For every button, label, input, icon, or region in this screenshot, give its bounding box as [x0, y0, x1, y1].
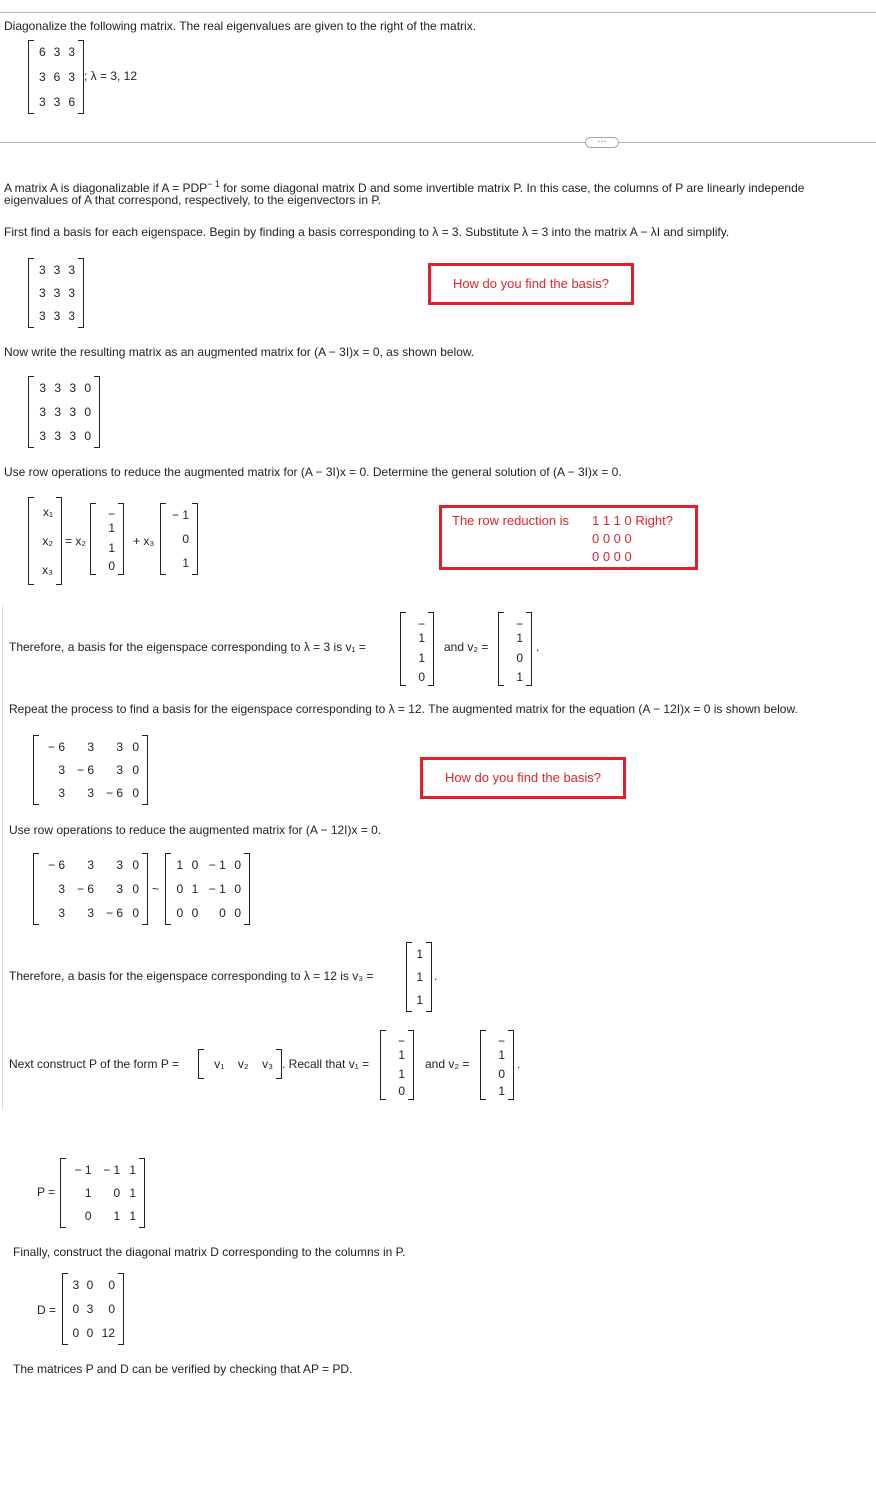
matrix-cell: 0: [113, 1185, 121, 1200]
matrix-cell: 1: [113, 1209, 121, 1224]
matrix-cell: x₁: [42, 504, 53, 519]
basis3-text: Therefore, a basis for the eigenspace corresponding to λ = 3 is v₁ =: [9, 640, 366, 654]
matrix-cell: − 1: [208, 882, 226, 896]
vector-v3: [406, 942, 432, 1012]
matrix-cell: 0: [234, 906, 241, 920]
matrix-cell: 0: [72, 1326, 80, 1340]
matrix-a: [28, 40, 84, 114]
matrix-cell: 3: [39, 405, 46, 419]
period: .: [517, 1057, 521, 1071]
matrix-cell: − 1: [497, 1033, 505, 1062]
matrix-row: [171, 853, 244, 877]
matrix-row: [68, 1273, 118, 1297]
matrix-row: [166, 527, 192, 551]
matrix-p: [60, 1158, 145, 1228]
eq-x3: + x₃: [133, 534, 155, 548]
step7-text: Finally, construct the diagonal matrix D corresponding to the columns in P.: [13, 1245, 406, 1259]
divider: [0, 12, 876, 13]
matrix-cell: 3: [53, 45, 61, 60]
right-bracket: [118, 1273, 124, 1345]
matrix-row: [412, 965, 426, 988]
note-row: 0 0 0 0: [592, 549, 632, 564]
step3-text: Use row operations to reduce the augmented matrix for (A − 3I)x = 0. Determine the general solution of (A − 3I)x = 0.: [4, 465, 622, 479]
def-sup: − 1: [207, 179, 220, 189]
and-v2: and v₂ =: [425, 1057, 470, 1071]
annotation-box: How do you find the basis?: [420, 757, 626, 799]
matrix-d: [62, 1273, 124, 1345]
matrix-cell: 3: [87, 786, 94, 801]
matrix-cell: − 6: [47, 739, 65, 754]
intro-text: Diagonalize the following matrix. The real eigenvalues are given to the right of the matrix.: [4, 19, 477, 33]
matrix-cell: 3: [38, 309, 46, 324]
eq-x2: = x₂: [65, 534, 86, 548]
def-part: for some diagonal matrix D and some invertible matrix P. In this case, the columns of P are linearly independe: [219, 181, 805, 195]
matrix-cell: 3: [69, 429, 76, 443]
matrix-cell: x₂: [42, 533, 53, 548]
matrix-cell: 0: [132, 858, 139, 872]
matrix-row: [412, 989, 426, 1012]
matrix-cell: 3: [72, 1278, 80, 1292]
matrix-row: [504, 668, 526, 687]
eigenvalues-text: ; λ = 3, 12: [84, 69, 138, 83]
matrix-row: [171, 877, 244, 901]
matrix-row: [386, 1083, 408, 1101]
vector-v2-recall: [480, 1030, 514, 1100]
matrix-cell: 0: [234, 858, 241, 872]
matrix-cell: 0: [418, 669, 425, 684]
matrix-cell: 0: [108, 559, 115, 573]
matrix-cell: 3: [116, 882, 123, 896]
matrix-cell: v₁: [214, 1057, 225, 1071]
augmented-matrix-12-copy: [33, 853, 148, 925]
step6-text: Next construct P of the form P =: [9, 1057, 179, 1071]
def-part: A matrix A is diagonalizable if A = PDP: [4, 181, 208, 195]
matrix-cell: 3: [53, 285, 61, 300]
step5-text: Use row operations to reduce the augmented matrix for (A − 12I)x = 0.: [9, 823, 382, 837]
section-border: [2, 605, 3, 1110]
matrix-row: [96, 503, 118, 539]
right-bracket: [526, 612, 532, 686]
period: .: [434, 969, 438, 983]
matrix-cell: 1: [416, 993, 423, 1008]
matrix-cell: − 6: [105, 906, 123, 920]
matrix-cell: 0: [234, 882, 241, 896]
d-label: D =: [37, 1303, 57, 1317]
definition-text-2: eigenvalues of A that correspond, respectively, to the eigenvectors in P.: [4, 193, 382, 207]
matrix-row: [386, 1065, 408, 1083]
matrix-cell: 3: [39, 429, 46, 443]
matrix-row: [504, 612, 526, 649]
matrix-row: [386, 1030, 408, 1065]
matrix-cell: 1: [398, 1066, 405, 1081]
matrix-cell: 3: [68, 45, 75, 60]
matrix-cell: 0: [132, 762, 139, 777]
matrix-cell: 0: [191, 906, 199, 920]
note-row: 1 1 1 0 Right?: [592, 513, 673, 528]
matrix-cell: 3: [39, 381, 46, 395]
augmented-matrix-12: [33, 735, 148, 805]
final-text: The matrices P and D can be verified by checking that AP = PD.: [13, 1362, 353, 1376]
right-bracket: [244, 853, 250, 925]
matrix-row: [34, 424, 94, 448]
matrix-row: [204, 1049, 276, 1079]
matrix-cell: 6: [68, 94, 75, 109]
matrix-row: [66, 1158, 139, 1181]
matrix-cell: 0: [108, 1302, 115, 1316]
matrix-cell: 0: [84, 1209, 92, 1224]
right-bracket: [428, 612, 434, 686]
matrix-row: [39, 758, 142, 781]
matrix-row: [96, 539, 118, 557]
matrix-cell: 12: [101, 1326, 115, 1340]
matrix-cell: 6: [53, 69, 61, 84]
matrix-cell: 0: [108, 1278, 115, 1292]
matrix-cell: 1: [129, 1185, 136, 1200]
matrix-cell: 3: [68, 309, 75, 324]
matrix-cell: 0: [182, 532, 189, 546]
vector-a: [90, 503, 124, 575]
matrix-row: [486, 1065, 508, 1083]
matrix-cell: v₂: [237, 1057, 249, 1071]
matrix-cell: 0: [132, 739, 139, 754]
matrix-row: [166, 551, 192, 575]
matrix-row: [34, 40, 78, 65]
matrix-cell: 3: [69, 381, 76, 395]
matrix-cell: − 1: [515, 616, 523, 645]
recall-text: . Recall that v₁ =: [282, 1057, 370, 1071]
matrix-cell: 3: [116, 739, 123, 754]
matrix-row: [34, 258, 78, 281]
right-bracket: [408, 1030, 414, 1100]
matrix-cell: − 6: [76, 882, 94, 896]
matrix-row: [66, 1205, 139, 1228]
matrix-cell: 0: [516, 651, 523, 666]
matrix-cell: − 1: [103, 1162, 121, 1177]
matrix-row: [34, 526, 56, 555]
matrix-cell: 3: [38, 69, 46, 84]
matrix-row: [39, 901, 142, 925]
matrix-row: [166, 503, 192, 527]
matrix-row: [68, 1321, 118, 1345]
matrix-cell: 3: [58, 762, 65, 777]
matrix-row: [34, 400, 94, 424]
matrix-cell: 3: [68, 69, 75, 84]
matrix-row: [66, 1181, 139, 1204]
matrix-cell: 0: [132, 906, 139, 920]
matrix-cell: 3: [54, 381, 61, 395]
right-bracket: [56, 497, 62, 585]
matrix-cell: 3: [68, 262, 75, 277]
matrix-cell: 0: [86, 1278, 94, 1292]
period: .: [536, 640, 540, 654]
matrix-cell: − 6: [76, 762, 94, 777]
matrix-cell: 0: [398, 1084, 405, 1099]
matrix-row: [34, 89, 78, 114]
matrix-cell: 1: [176, 858, 184, 872]
matrix-row: [34, 376, 94, 400]
augmented-matrix-3: [28, 376, 100, 448]
matrix-row: [406, 649, 428, 668]
matrix-cell: 0: [84, 405, 91, 419]
matrix-cell: 1: [129, 1209, 136, 1224]
annotation-box: How do you find the basis?: [428, 263, 634, 305]
note-label: The row reduction is: [452, 513, 570, 528]
right-bracket: [508, 1030, 514, 1100]
matrix-cell: 0: [84, 429, 91, 443]
matrix-cell: 3: [68, 285, 75, 300]
matrix-cell: 0: [84, 381, 91, 395]
matrix-cell: 3: [53, 262, 61, 277]
matrix-cell: 0: [132, 882, 139, 896]
matrix-cell: − 1: [107, 507, 115, 535]
p-label: P =: [37, 1185, 56, 1199]
matrix-cell: 3: [87, 858, 94, 872]
matrix-row: [504, 649, 526, 668]
matrix-cell: − 6: [105, 786, 123, 801]
matrix-cell: 3: [54, 405, 61, 419]
matrix-cell: 3: [87, 906, 94, 920]
matrix-row: [34, 497, 56, 526]
matrix-cell: 3: [38, 285, 46, 300]
matrix-cell: 1: [516, 669, 523, 684]
right-bracket: [192, 503, 198, 575]
matrix-cell: v₃: [262, 1057, 273, 1071]
matrix-cell: 0: [72, 1302, 80, 1316]
matrix-cell: 3: [38, 262, 46, 277]
matrix-row: [39, 735, 142, 758]
right-bracket: [139, 1158, 145, 1228]
matrix-cell: 0: [176, 906, 184, 920]
matrix-cell: − 1: [417, 616, 425, 645]
matrix-cell: 3: [69, 405, 76, 419]
matrix-a-minus-3i: [28, 258, 84, 328]
matrix-cell: 3: [58, 906, 65, 920]
matrix-cell: 0: [176, 882, 184, 896]
matrix-cell: 3: [53, 94, 61, 109]
matrix-cell: 1: [129, 1162, 136, 1177]
x-vector: [28, 497, 62, 585]
matrix-cell: 1: [191, 882, 199, 896]
matrix-row: [34, 556, 56, 585]
matrix-cell: − 6: [47, 858, 65, 872]
vector-v2: [498, 612, 532, 686]
matrix-cell: 3: [58, 882, 65, 896]
matrix-cell: 3: [53, 309, 61, 324]
matrix-row: [486, 1083, 508, 1101]
vector-v1-recall: [380, 1030, 414, 1100]
matrix-cell: − 1: [397, 1033, 405, 1062]
matrix-cell: 3: [116, 858, 123, 872]
matrix-cell: 0: [191, 858, 199, 872]
matrix-cell: 3: [54, 429, 61, 443]
matrix-cell: 0: [219, 906, 226, 920]
matrix-cell: − 1: [171, 508, 189, 522]
matrix-row: [96, 557, 118, 575]
matrix-cell: 3: [116, 762, 123, 777]
expand-more-button[interactable]: ···: [585, 137, 619, 148]
matrix-cell: 0: [132, 786, 139, 801]
reduced-matrix-12: [165, 853, 250, 925]
matrix-row: [39, 853, 142, 877]
matrix-cell: − 1: [74, 1162, 92, 1177]
right-bracket: [426, 942, 432, 1012]
matrix-row: [39, 877, 142, 901]
matrix-cell: 1: [418, 651, 425, 666]
matrix-cell: 3: [86, 1302, 94, 1316]
right-bracket: [78, 258, 84, 328]
matrix-cell: x₃: [42, 563, 53, 578]
divider: [0, 142, 876, 143]
matrix-row: [171, 901, 244, 925]
matrix-cell: 6: [38, 45, 46, 60]
matrix-cell: 0: [86, 1326, 94, 1340]
matrix-row: [412, 942, 426, 965]
right-bracket: [118, 503, 124, 575]
matrix-row: [39, 782, 142, 805]
basis12-text: Therefore, a basis for the eigenspace corresponding to λ = 12 is v₃ =: [9, 969, 374, 983]
vector-b: [160, 503, 198, 575]
matrix-cell: 1: [498, 1084, 505, 1099]
matrix-row: [68, 1297, 118, 1321]
matrix-row: [34, 305, 78, 328]
right-bracket: [142, 853, 148, 925]
matrix-cell: 1: [108, 541, 115, 555]
annotation-box-row-reduction: [439, 505, 698, 570]
matrix-row: [34, 65, 78, 90]
right-bracket: [94, 376, 100, 448]
right-bracket: [142, 735, 148, 805]
step4-text: Repeat the process to find a basis for the eigenspace corresponding to λ = 12. The augmented matrix for the equation (A − 12I)x = 0 is shown below.: [9, 702, 798, 716]
matrix-row: [34, 281, 78, 304]
matrix-cell: − 1: [208, 858, 226, 872]
note-row: 0 0 0 0: [592, 531, 632, 546]
matrix-cell: 0: [498, 1066, 505, 1081]
matrix-cell: 1: [84, 1185, 92, 1200]
step2-text: Now write the resulting matrix as an augmented matrix for (A − 3I)x = 0, as shown below.: [4, 345, 475, 359]
matrix-cell: 1: [182, 556, 189, 570]
matrix-row: [486, 1030, 508, 1065]
row-equivalent-symbol: ~: [152, 882, 160, 896]
step1-text: First find a basis for each eigenspace. Begin by finding a basis corresponding to λ = 3. Substitute λ = 3 into the matrix A − λI and simplify.: [4, 225, 730, 239]
matrix-cell: 3: [58, 786, 65, 801]
vector-v1: [400, 612, 434, 686]
matrix-row: [406, 612, 428, 649]
matrix-cell: 1: [416, 946, 423, 961]
p-form-matrix: [198, 1049, 282, 1079]
matrix-cell: 3: [87, 739, 94, 754]
matrix-cell: 3: [38, 94, 46, 109]
and-v2: and v₂ =: [444, 640, 489, 654]
matrix-row: [406, 668, 428, 687]
matrix-cell: 1: [416, 969, 423, 984]
